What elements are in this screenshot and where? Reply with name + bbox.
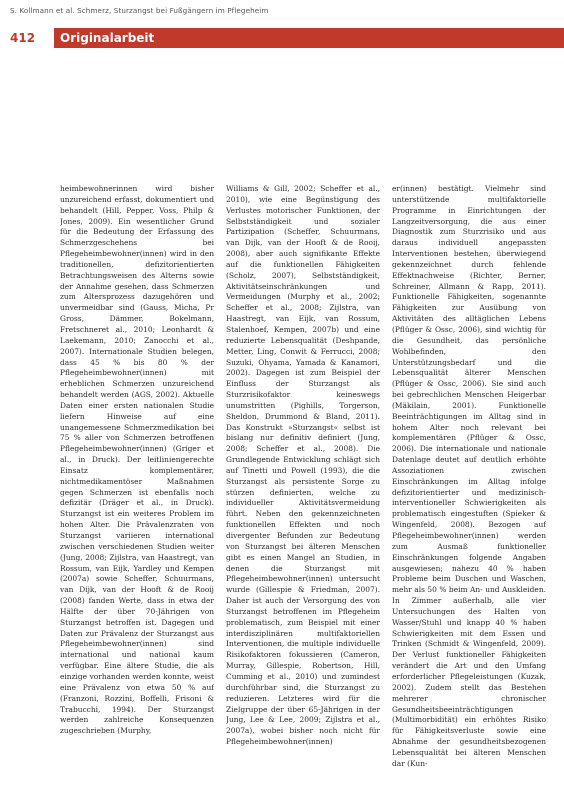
column-2-text: Williams & Gill, 2002; Scheffer et al., 2010), wie eine Begünstigung des Verlustes motorischer Funktionen, der Selbstständigkeit und sozialer Partizipation (Scheffer, Schuurmans, van Dijk, van der Hooft & de Rooij, 2008), aber auch signifikante Effekte auf die funktionellen Fähigkeiten (Scholz, 2007), Selbstständigkeit, Aktivitätseinschränkungen und Vermeidungen (Murphy et al., 2002; Scheffer et al., 2008; Zijlstra, van Haastregt, van Eijk, van Rossum, Stalenhoef, Kempen, 2007b) und eine reduzierte Lebensqualität (Deshpande, Metter, Ling, Conwit & Ferrucci, 2008; Suzuki, Ohyama, Yamada & Kanamori, 2002). Dagegen ist zum Beispiel der Einfluss der Sturzangst als Sturzrisikofaktor keineswegs unumstritten (Pighills, Torgerson, Sheldon, Drummond & Bland, 2011). Das Konstrukt »Sturzangst« selbst ist bislang nur definitiv definiert (Jung, 2008; Scheffer et al., 2008). Die Grundlegende Entwicklung schlägt sich auf Tinetti und Powell (1993), die die Sturzangst als persistente Sorge zu stürzen definierten, welche zu individueller Aktivitätsvermeidung führt. Neben den gekennzeichneten funktionellen Effekten und noch divergenter Befunden zur Bedeutung von Sturzangst bei älteren Menschen gibt es einen Mangel an Studien, in denen die Sturzangst mit Pflegeheimbewohner(innen) untersucht wurde (Gillespie & Friedman, 2007). Daher ist auch der Versorgung des von Sturzangst betroffenen im Pflegeheim problematisch, zum Beispiel mit einer interdisziplinären multifaktoriellen Interventionen, die multiple individuelle Risikofaktoren fokussieren (Cameron, Murray, Gillespie, Robertson, Hill, Cumming et al., 2010) und zumindest durchführbar sind, die Sturzangst zu reduzieren. Letzteres wird für die Zielgruppe der über 65-Jährigen in der Jung, Lee & Lee, 2009; Zijlstra et al., 2007a), wobei bisher noch nicht für Pflegeheimbewohner(innen) <box>226 184 380 747</box>
page-number: 412 <box>10 31 36 45</box>
column-1-text: heimbewohnerinnen wird bisher unzureichend erfasst, dokumentiert und behandelt (Hill, Pepper, Voss, Philp & Jones, 2009). Ein wesentlicher Grund für die Bedeutung der Erfassung des Schmerzgeschehens bei Pflegeheimbewohner(innen) wird in den traditionellen, defizitorientierten Betrachtungsweisen des Alterns sowie der Annahme gesehen, dass Schmerzen zum Altersprozess dazugehören und unvermeidbar sind (Gauss, Micha, Pr Gross, Dämmer, Bokelmann, Fretschneret al., 2010; Leonhardt & Laekemann, 2010; Zanocchi et al., 2007). Internationale Studien belegen, dass 45 % bis 80 % der Pflegeheimbewohner(innen) mit erheblichen Schmerzen unzureichend behandelt werden (AGS, 2002). Aktuelle Daten einer ersten nationalen Studie liefern Hinweise auf eine unangemessene Schmerzmedikation bei 75 % aller von Schmerzen betroffenen Pflegeheimbewohner(innen) (Griger et al., in Druck). Der leitliniengerechte Einsatz komplementärer, nichtmedikamentöser Maßnahmen gegen Schmerzen ist ebenfalls noch defizitär (Dräger et al., in Druck). Sturzangst ist ein weiteres Problem im hohen Alter. Die Prävalenzraten von Sturzangst variieren international zwischen verschiedenen Studien weiter (Jung, 2008; Zijlstra, van Haastregt, van Rossum, van Eijk, Yardley und Kempen (2007a) sowie Scheffer, Schuurmans, van Dijk, van der Hooft & de Rooij (2008) fanden Werte, dass in etwa der Hälfte der über 70-Jährigen von Sturzangst betroffen ist. Dagegen und Daten zur Prävalenz der Sturzangst aus Pflegeheimbewohner(innen) sind international und national kaum verfügbar. Eine ältere Studie, die als einzige vorhanden werden konnte, weist eine Prävalenz von etwa 50 % auf (Franzoni, Rozzini, Boffelli, Frisoni & Trabucchi, 1994). Der Sturzangst werden zahlreiche Konsequenzen zugeschrieben (Murphy, <box>60 184 214 736</box>
text-column-3 <box>392 184 546 796</box>
text-column-1 <box>60 184 214 796</box>
running-head: S. Kollmann et al. Schmerz, Sturzangst bei Fußgängern im Pflegeheim <box>10 6 269 15</box>
page-header <box>0 28 564 48</box>
section-tag <box>54 28 564 48</box>
body-text <box>60 184 546 796</box>
section-label: Originalarbeit <box>60 31 155 45</box>
column-3-text: er(innen) bestätigt. Vielmehr sind unterstützende multifaktorielle Programme in Einrichtungen der Langzeitversorgung, die aus einer Diagnostik zum Sturzrisiko und aus daraus individuell angepassten Interventionen bestehen, überwiegend gekennzeichnet durch fehlende Effektnachweise (Richter, Berner, Schreiner, Allmann & Rapp, 2011). Funktionelle Fähigkeiten, sogenannte Fähigkeiten zur Ausübung von Aktivitäten des alltäglichen Lebens (Pflüger & Ossc, 2006), sind wichtig für die Gesundheit, das persönliche Wohlbefinden, den Unterstützungsbedarf und die Lebensqualität älterer Menschen (Pflüger & Ossc, 2006). Sie sind auch bei gebrechlichen Menschen Heigerbar (Mäkilain, 2001). Funktionelle Beeinträchtigungen im Alltag sind in hohem Alter noch relevant bei komplementären (Pflüger & Ossc, 2006). Die internationale und nationale Datenlage deutet auf deutlich erhöhte Assoziationen zwischen Einschränkungen im Alltag infolge defizitorientierter und medizinisch-interventioneller Schwierigkeiten als problematisch eingestuften (Spieker & Wingenfeld, 2008). Bezogen auf Pflegeheimbewohner(innen) werden zum Ausmaß funktioneller Einschränkungen folgende Angaben ausgewiesen; nahezu 40 % haben Probleme beim Duschen und Waschen, mehr als 50 % beim An- und Auskleiden. In Zimmer außerhalb, alle vier Untersuchungen des Halten von Wasser/Stuhl und knapp 40 % haben Schwierigkeiten mit dem Essen und Trinken (Schmidt & Wingenfeld, 2009). Der Verlust funktioneller Fähigkeiten verändert die Art und den Umfang erforderlicher Pflegeleistungen (Kuzak, 2002). Zudem stellt das Bestehen mehrerer chronischer Gesundheitsbeeinträchtigungen (Multimorbidität) ein erhöhtes Risiko für Fähigkeitsverluste sowie eine Abnahme der gesundheitsbezogenen Lebensqualität bei älteren Menschen dar (Kun- <box>392 184 546 768</box>
text-column-2 <box>226 184 380 796</box>
